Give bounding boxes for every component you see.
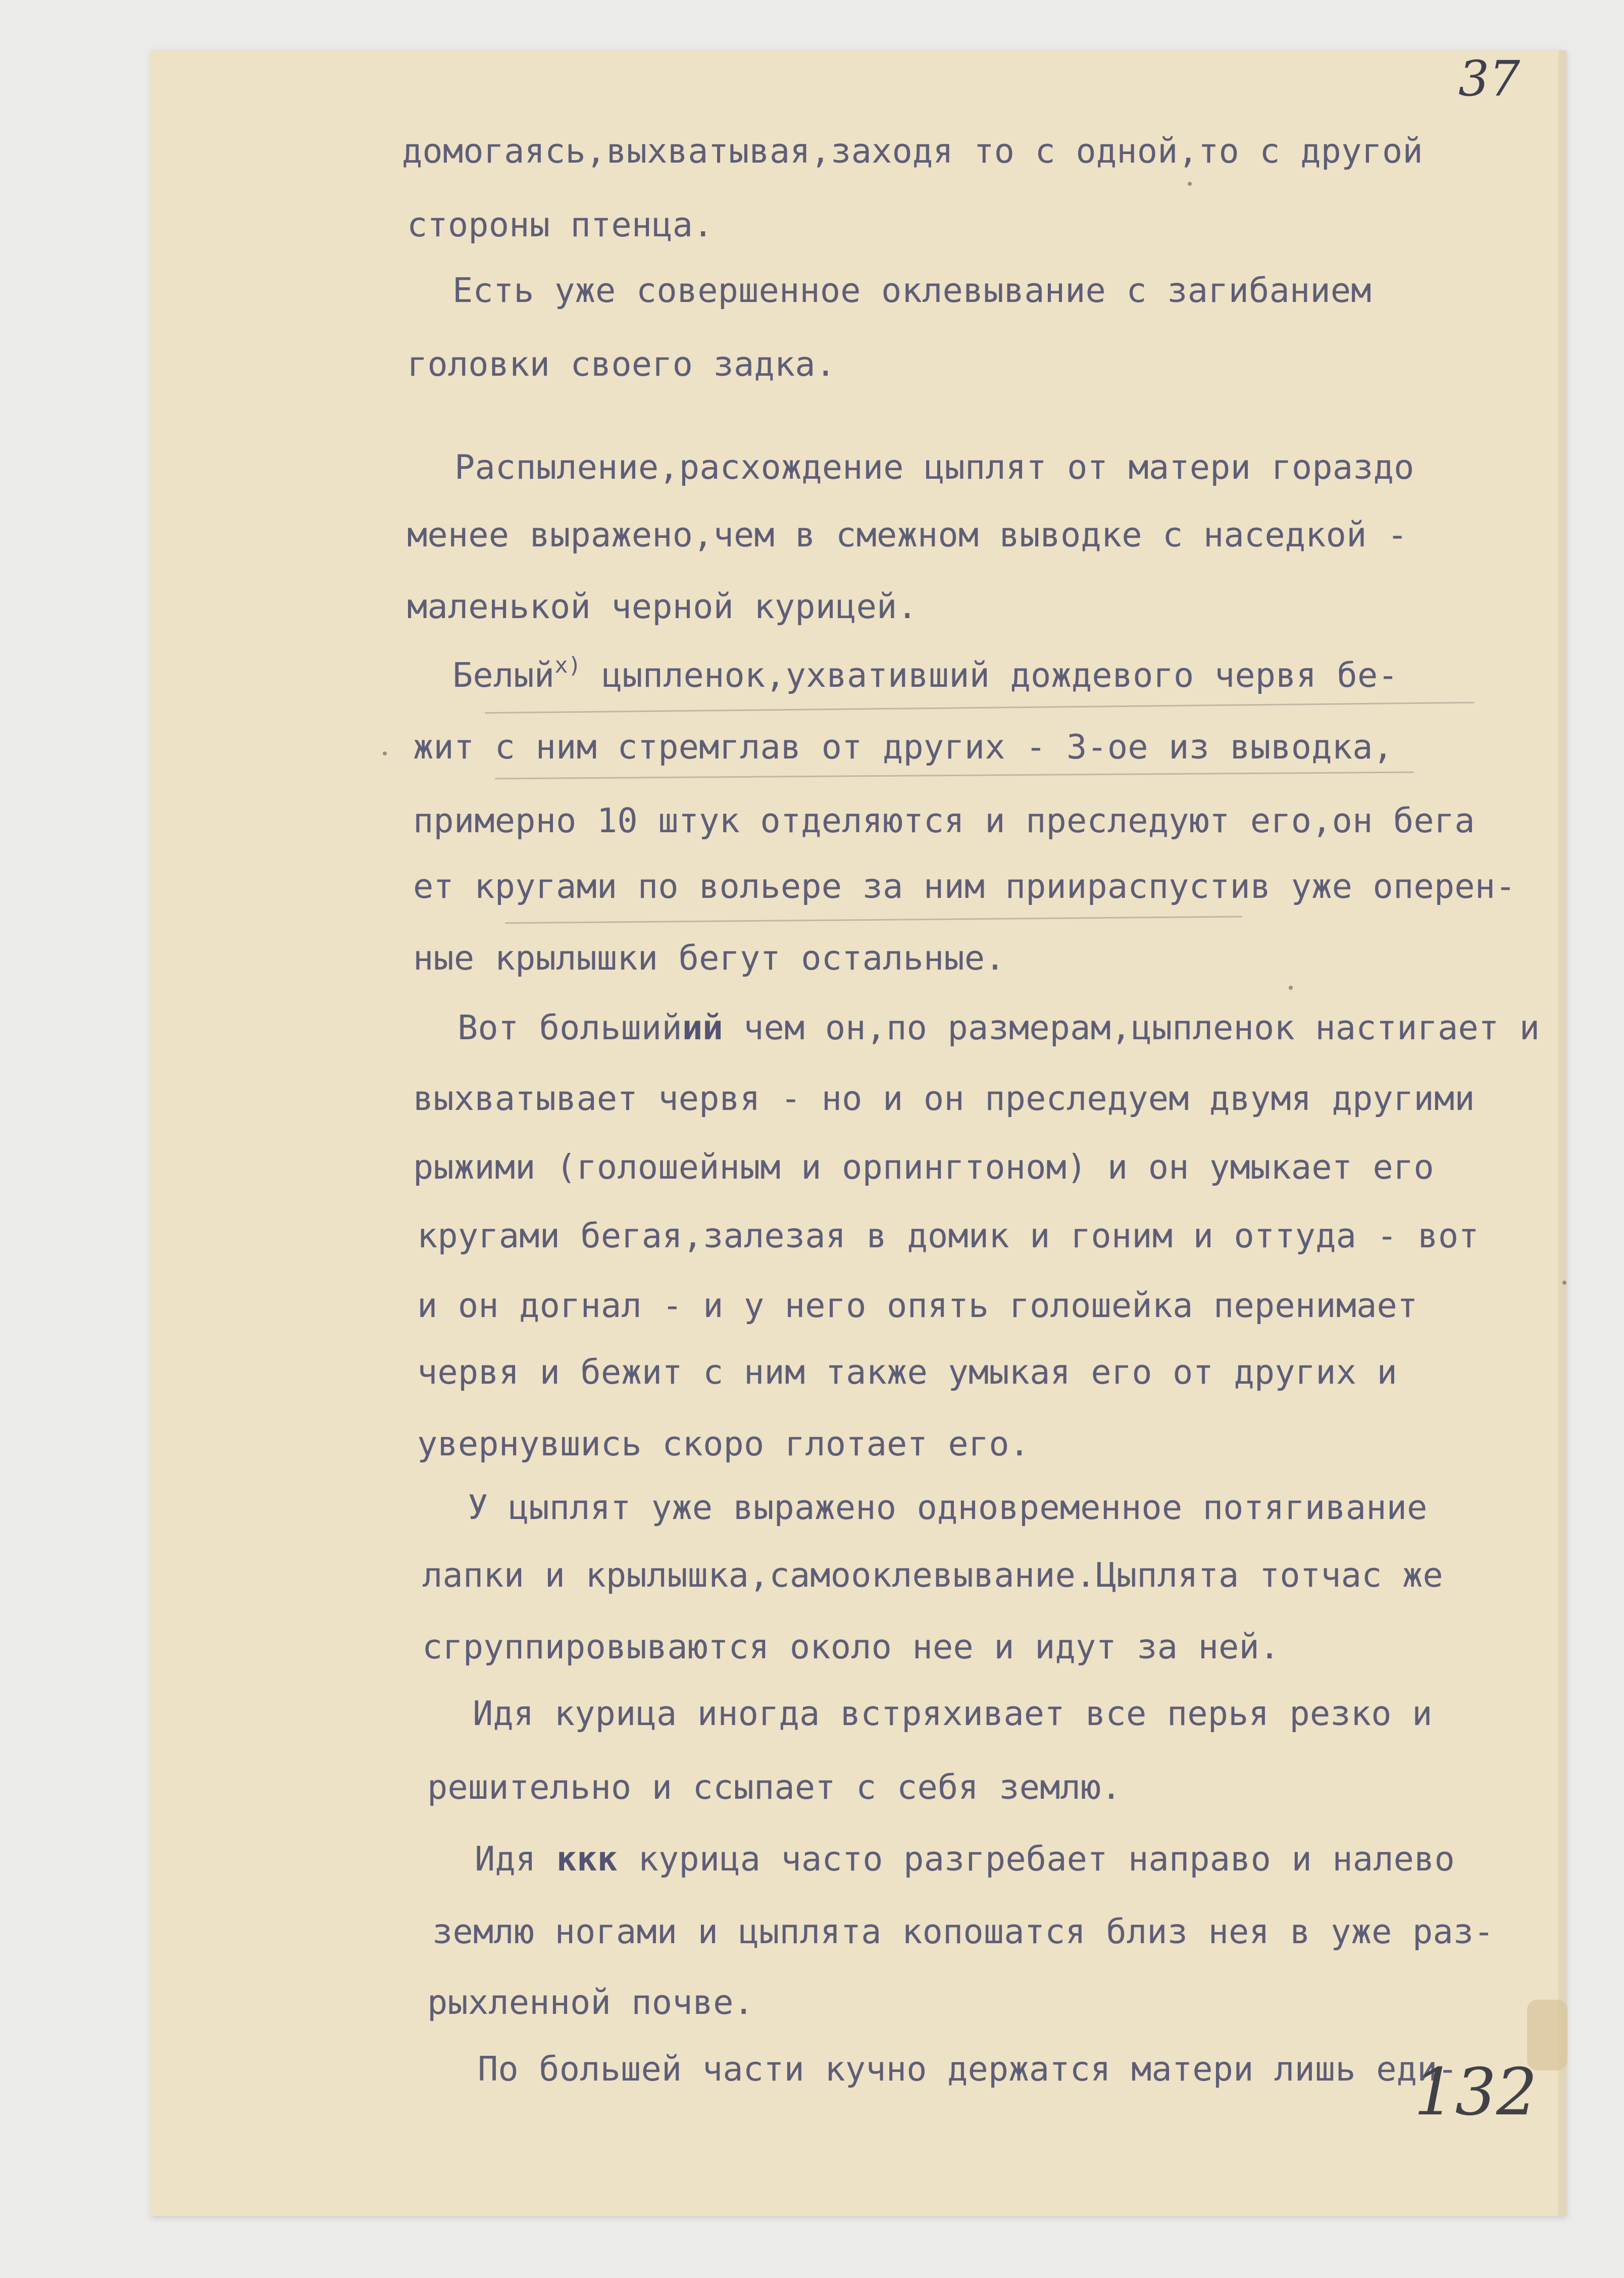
text-line: землю ногами и цыплята копошатся близ нея в уже раз-: [432, 1912, 1494, 1951]
struck-through-text: ккк: [556, 1839, 618, 1879]
text-line: [452, 652, 1398, 695]
ink-speck: [1289, 986, 1293, 990]
text-line: ет кругами по вольере за ним приираспустив уже оперен-: [413, 867, 1516, 906]
text-line: жит с ним стремглав от других - 3-ое из выводка,: [413, 727, 1393, 767]
text-segment: цыпленок,ухвативший дождевого червя бе-: [581, 655, 1398, 695]
text-line: домогаясь,выхватывая,заходя то с одной,то с другой: [402, 131, 1423, 171]
text-line: По большей части кучно держатся матери лишь еди-: [478, 2049, 1458, 2089]
text-line: рыжими (голошейным и орпингтоном) и он умыкает его: [413, 1147, 1434, 1187]
text-line: червя и бежит с ним также умыкая его от других и: [417, 1352, 1397, 1392]
ink-speck: [1188, 182, 1192, 186]
text-segment: курица часто разгребает направо и налево: [618, 1839, 1455, 1879]
ink-speck: [383, 751, 387, 755]
text-line: маленькой черной курицей.: [407, 587, 918, 626]
text-line: и он догнал - и у него опять голошейка перенимает: [417, 1286, 1418, 1325]
text-line: головки своего задка.: [407, 344, 836, 384]
footnote-marker: х): [554, 652, 582, 678]
document-page: [150, 50, 1565, 2216]
text-line: Распыление,расхождение цыплят от матери гораздо: [454, 447, 1414, 487]
text-line: сгруппировываются около нее и идут за ней.: [422, 1627, 1280, 1666]
text-line: примерно 10 штук отделяются и преследуют его,он бега: [413, 801, 1475, 840]
text-line: ные крылышки бегут остальные.: [413, 938, 1005, 978]
text-line: кругами бегая,залезая в домик и гоним и оттуда - вот: [417, 1216, 1479, 1255]
text-line: лапки и крылышка,самооклевывание.Цыплята тотчас же: [422, 1555, 1443, 1595]
text-line: решительно и ссыпает с себя землю.: [427, 1767, 1122, 1807]
page-edge: [1558, 50, 1566, 2216]
text-line: [458, 1008, 1540, 1047]
handwritten-archive-number: 132: [1414, 2055, 1538, 2130]
text-line: стороны птенца.: [407, 205, 714, 244]
text-segment: Идя: [475, 1839, 556, 1879]
text-line: менее выражено,чем в смежном выводке с наседкой -: [407, 515, 1408, 554]
text-segment: Белый: [452, 655, 555, 695]
text-line: Идя курица иногда встряхивает все перья резко и: [473, 1694, 1433, 1733]
text-line: [475, 1839, 1455, 1879]
text-segment: Вот больший: [458, 1008, 682, 1047]
ink-speck: [1562, 1281, 1566, 1285]
overtyped-correction: ий: [682, 1008, 723, 1047]
text-segment: чем он,по размерам,цыпленок настигает и: [723, 1008, 1540, 1047]
text-line: выхватывает червя - но и он преследуем двумя другими: [413, 1079, 1475, 1118]
handwritten-page-number: 37: [1458, 50, 1520, 107]
text-line: Есть уже совершенное оклевывание с загибанием: [452, 271, 1372, 310]
text-line: увернувшись скоро глотает его.: [417, 1424, 1030, 1463]
text-line: У цыплят уже выражено одновременное потягивание: [468, 1488, 1428, 1527]
text-line: рыхленной почве.: [427, 1983, 754, 2022]
